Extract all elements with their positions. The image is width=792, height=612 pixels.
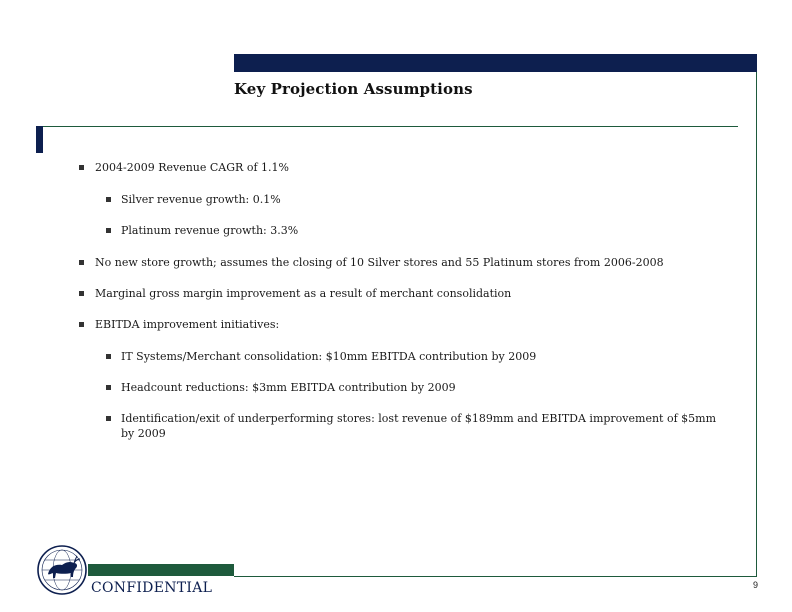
bullet-square-icon	[79, 291, 84, 296]
footer-rule	[234, 576, 757, 577]
bullet-text: EBITDA improvement initiatives:	[95, 318, 280, 331]
bullet-text: No new store growth; assumes the closing of 10 Silver stores and 55 Platinum stores from 2006-2008	[95, 256, 664, 269]
bullet-square-icon	[106, 228, 111, 233]
bullet-square-icon	[106, 197, 111, 202]
page-number: 9	[752, 580, 758, 590]
bullet-square-icon	[79, 322, 84, 327]
bullet-item	[95, 317, 715, 332]
bullet-text: Identification/exit of underperforming stores: lost revenue of $189mm and EBITDA improvement of $5mm by 2009	[121, 412, 717, 440]
confidential-label: CONFIDENTIAL	[91, 580, 213, 596]
bullet-square-icon	[106, 385, 111, 390]
bullet-text: 2004-2009 Revenue CAGR of 1.1%	[95, 161, 289, 174]
bullet-text: Headcount reductions: $3mm EBITDA contribution by 2009	[121, 381, 456, 394]
bullet-item	[95, 255, 715, 270]
footer-accent-bar	[88, 564, 234, 576]
bullet-text: Marginal gross margin improvement as a result of merchant consolidation	[95, 287, 512, 300]
bullet-square-icon	[106, 354, 111, 359]
sub-bullet-item	[121, 349, 721, 364]
sub-bullet-item	[121, 411, 716, 441]
bullet-square-icon	[79, 260, 84, 265]
sub-bullet-item	[121, 380, 721, 395]
sub-bullet-item	[121, 192, 721, 207]
bullet-square-icon	[79, 165, 84, 170]
bullet-item	[95, 160, 715, 175]
bull-globe-seal-icon	[36, 544, 88, 596]
page-title: Key Projection Assumptions	[234, 80, 473, 98]
bullet-item	[95, 286, 715, 301]
bullet-text: Silver revenue growth: 0.1%	[121, 193, 281, 206]
bullet-text: Platinum revenue growth: 3.3%	[121, 224, 299, 237]
bullet-text: IT Systems/Merchant consolidation: $10mm EBITDA contribution by 2009	[121, 350, 537, 363]
sub-bullet-item	[121, 223, 721, 238]
bullet-square-icon	[106, 416, 111, 421]
